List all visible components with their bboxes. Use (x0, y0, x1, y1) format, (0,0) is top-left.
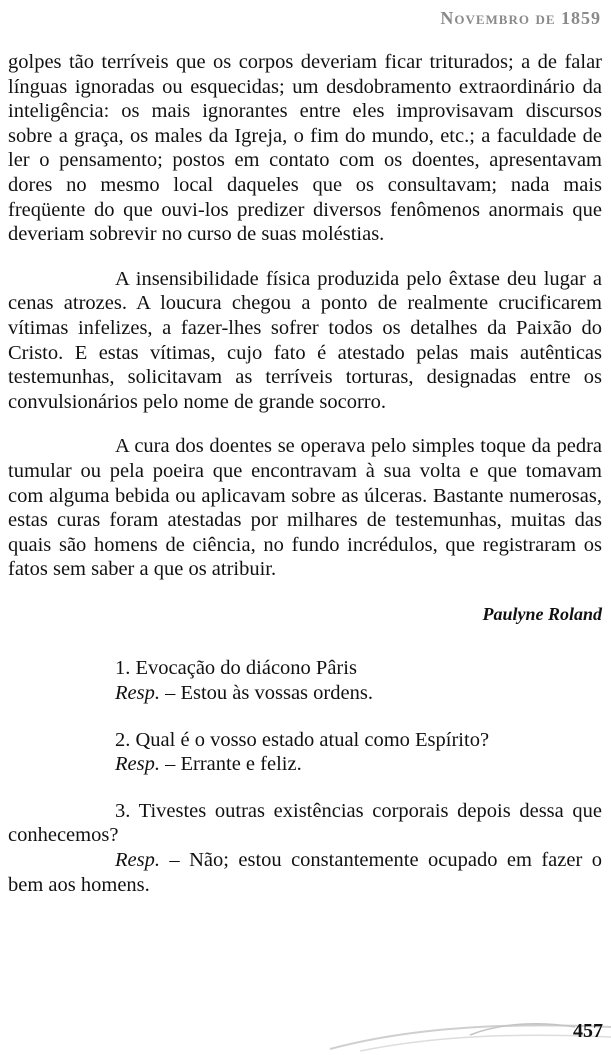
qa-item-1 (8, 656, 602, 705)
qa-item-2 (8, 728, 602, 777)
page-body (8, 50, 602, 919)
question-2: 2. Qual é o vosso estado atual como Espírito? (115, 728, 490, 751)
page-number: 457 (573, 1020, 603, 1042)
running-header: Novembro de 1859 (440, 8, 601, 28)
qa-item-3 (8, 799, 602, 897)
author-signature: Paulyne Roland (482, 603, 602, 624)
answer-1 (8, 681, 602, 706)
page-footer (0, 1005, 611, 1055)
answer-3 (8, 848, 602, 897)
question-3: 3. Tivestes outras existências corporais depois dessa que conhecemos? (8, 799, 602, 847)
answer-2-text: – Errante e feliz. (159, 753, 302, 776)
paragraph-1: golpes tão terríveis que os corpos deveriam ficar triturados; a de falar línguas ignoradas ou esquecidas; um desdobramento extraordinário da inteligência: os mais ignorantes entre eles improvisavam discursos sobre a graça, os males da Igreja, o fim do mundo, etc.; a faculdade de ler o pensamento; postos em contato com os doentes, apresentavam dores no mesmo local daqueles que os consultavam; nada mais freqüente do que ouvi-los predizer diversos fenômenos anormais que deveriam sobrevir no curso de suas moléstias. (8, 51, 602, 246)
resp-label: Resp. (115, 849, 160, 872)
answer-1-text: – Estou às vossas ordens. (159, 682, 373, 705)
answer-2 (8, 752, 602, 777)
resp-label: Resp. (115, 682, 160, 705)
answer-3-text: – Não; estou constantemente ocupado em fazer o bem aos homens. (8, 849, 602, 896)
paragraph-2: A insensibilidade física produzida pelo êxtase deu lugar a cenas atrozes. A loucura chegou a ponto de realmente crucificarem vítimas infelizes, a fazer-lhes sofrer todos os detalhes da Paixão do Cristo. E estas vítimas, cujo fato é atestado pelas mais autênticas testemunhas, solicitavam as terríveis torturas, designadas entre os convulsionários pelo nome de grande socorro. (8, 267, 602, 413)
resp-label: Resp. (115, 753, 160, 776)
question-1: 1. Evocação do diácono Pâris (115, 657, 357, 680)
paragraph-3: A cura dos doentes se operava pelo simples toque da pedra tumular ou pela poeira que encontravam à sua volta e que tomavam com alguma bebida ou aplicavam sobre as úlceras. Bastante numerosas, estas curas foram atestadas por milhares de testemunhas, muitas das quais são homens de ciência, no fundo incrédulos, que registraram os fatos sem saber a que os atribuir. (8, 435, 602, 581)
footer-ornament-icon (0, 1005, 611, 1055)
